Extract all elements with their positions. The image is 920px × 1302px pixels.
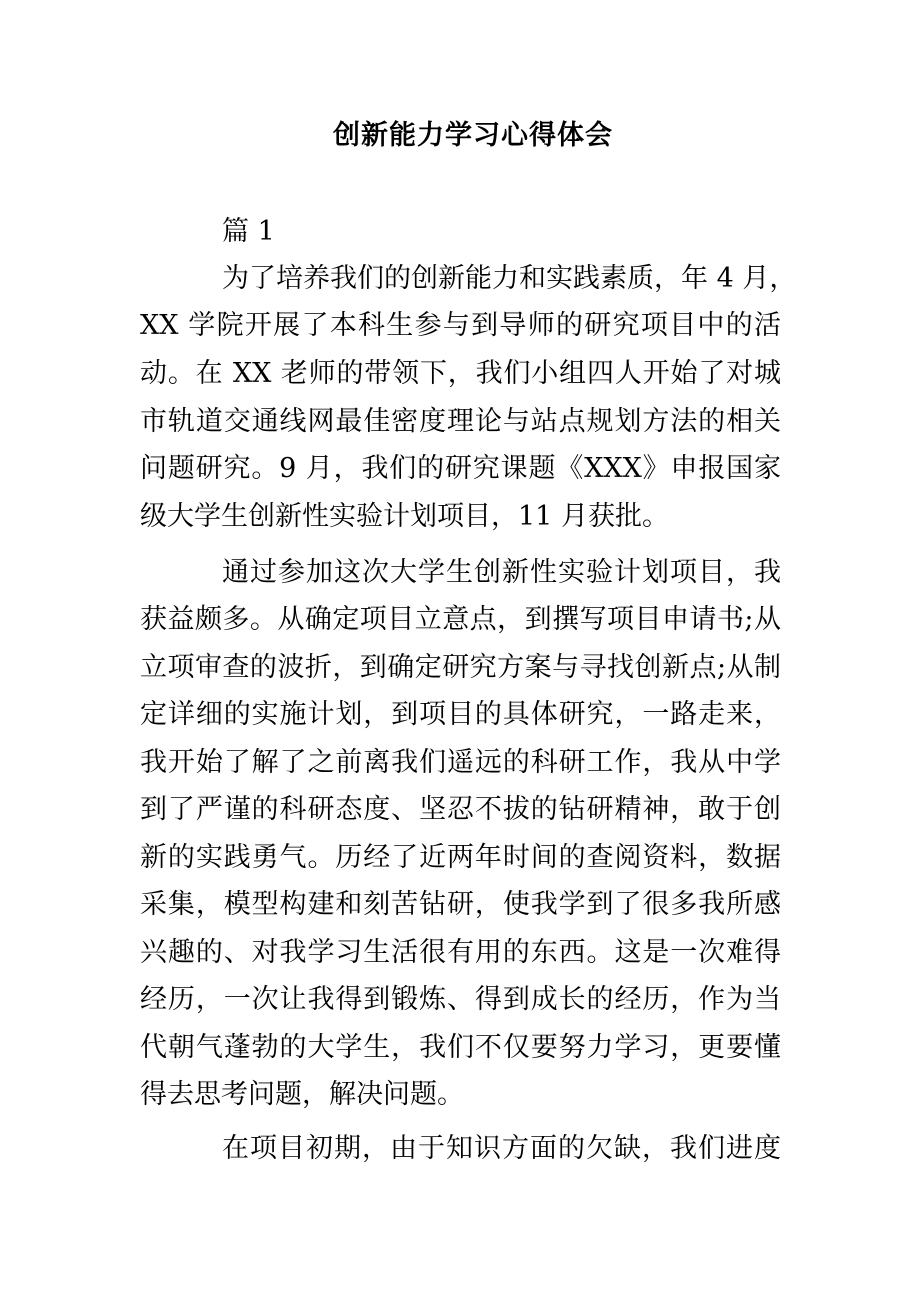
paragraph-1-line-6: 级大学生创新性实验计划项目，11 月获批。 xyxy=(140,501,669,532)
paragraph-2-line-5: 我开始了解了之前离我们遥远的科研工作，我从中学 xyxy=(140,747,781,778)
paragraph-2-line-4: 定详细的实施计划，到项目的具体研究，一路走来， xyxy=(140,699,781,730)
paragraph-2-line-7: 新的实践勇气。历经了近两年时间的查阅资料，数据 xyxy=(140,842,781,873)
paragraph-2-line-9: 兴趣的、对我学习生活很有用的东西。这是一次难得 xyxy=(140,937,781,968)
paragraph-2-line-1: 通过参加这次大学生创新性实验计划项目，我 xyxy=(222,557,781,588)
paragraph-2-line-3: 立项审查的波折，到确定研究方案与寻找创新点;从制 xyxy=(140,652,781,683)
document-title: 创新能力学习心得体会 xyxy=(333,120,613,151)
paragraph-2-line-10: 经历，一次让我得到锻炼、得到成长的经历，作为当 xyxy=(140,984,781,1015)
paragraph-1-line-4: 市轨道交通线网最佳密度理论与站点规划方法的相关 xyxy=(140,406,781,437)
paragraph-1-line-2: XX 学院开展了本科生参与到导师的研究项目中的活 xyxy=(140,310,781,341)
paragraph-3-line-1: 在项目初期，由于知识方面的欠缺，我们进度 xyxy=(222,1133,781,1164)
paragraph-1-line-5: 问题研究。9 月，我们的研究课题《XXX》申报国家 xyxy=(140,453,781,484)
paragraph-1-line-3: 动。在 XX 老师的带领下，我们小组四人开始了对城 xyxy=(140,358,781,389)
paragraph-2-line-2: 获益颇多。从确定项目立意点，到撰写项目申请书;从 xyxy=(140,604,781,635)
section-label: 篇 1 xyxy=(222,216,275,247)
paragraph-1-line-1: 为了培养我们的创新能力和实践素质，年 4 月， xyxy=(222,263,797,294)
paragraph-2-line-12: 得去思考问题，解决问题。 xyxy=(140,1079,464,1110)
paragraph-2-line-11: 代朝气蓬勃的大学生，我们不仅要努力学习，更要懂 xyxy=(140,1032,781,1063)
paragraph-2-line-6: 到了严谨的科研态度、坚忍不拔的钻研精神，敢于创 xyxy=(140,794,781,825)
paragraph-2-line-8: 采集，模型构建和刻苦钻研，使我学到了很多我所感 xyxy=(140,889,781,920)
